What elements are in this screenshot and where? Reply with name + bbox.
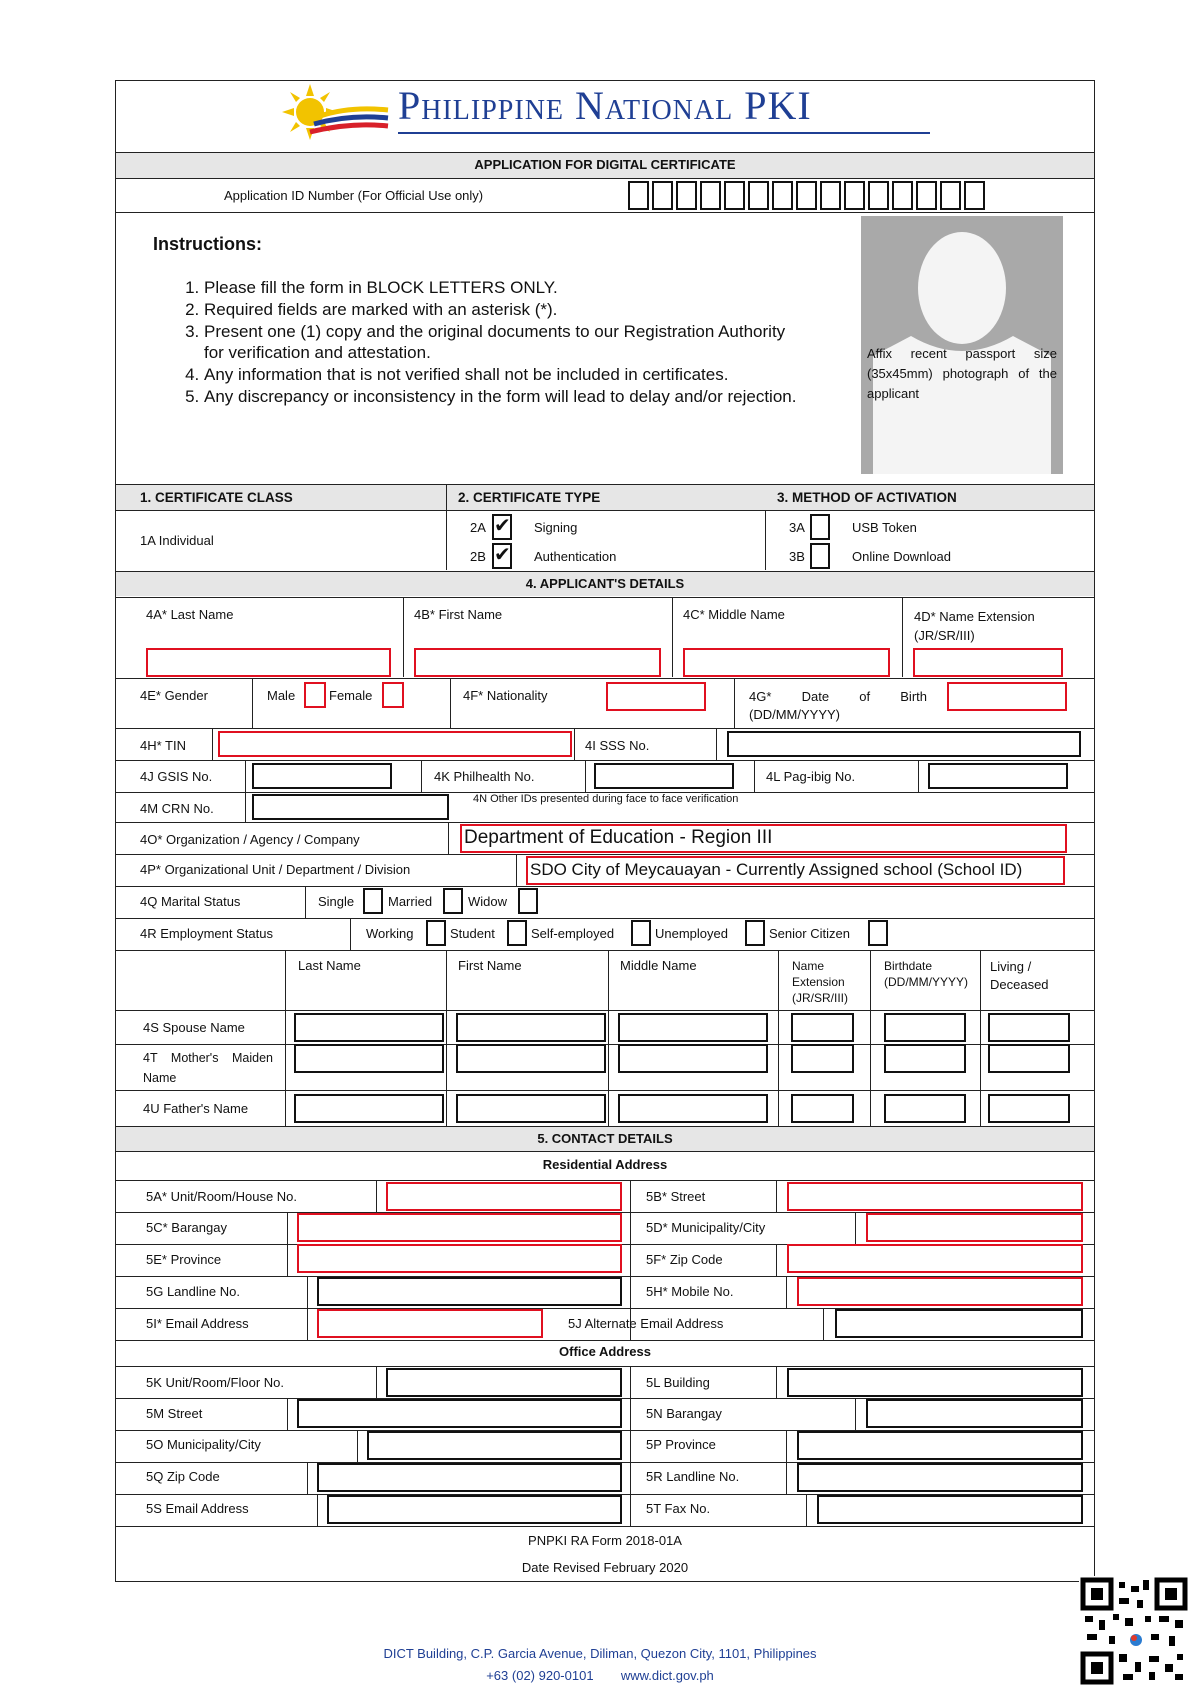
checkmark-icon: ✔ — [494, 515, 511, 537]
off-fax-label: 5T Fax No. — [646, 1501, 711, 1516]
off-building-input[interactable] — [787, 1368, 1083, 1397]
res-street-input[interactable] — [787, 1182, 1083, 1211]
instructions-list — [204, 277, 804, 408]
photo-placeholder[interactable] — [861, 216, 1063, 474]
sss-input[interactable] — [727, 731, 1081, 757]
section1-title: 1. CERTIFICATE CLASS — [140, 490, 293, 505]
photo-caption: Affix recent passport size (35x45mm) photograph of the applicant — [867, 346, 1057, 401]
first-name-label: 4B* First Name — [414, 607, 503, 622]
spouse-last-input[interactable] — [294, 1013, 444, 1042]
father-last-input[interactable] — [294, 1094, 444, 1123]
name-ext-input[interactable] — [913, 648, 1063, 677]
res-alt-email-input[interactable] — [835, 1309, 1083, 1338]
type-label: Authentication — [534, 549, 617, 564]
mother-last-input[interactable] — [294, 1044, 444, 1073]
dob-input[interactable] — [947, 682, 1067, 711]
sun-logo-icon — [280, 82, 390, 144]
footer-phone: +63 (02) 920-0101 — [486, 1668, 594, 1683]
instruction-item: 4. Any information that is not verified shall not be included in certificates. — [204, 364, 804, 385]
revised-date: Date Revised February 2020 — [521, 1560, 689, 1575]
col-living: Living / Deceased — [990, 959, 1049, 992]
self-employed-checkbox[interactable] — [631, 920, 651, 946]
method-label: Online Download — [852, 549, 952, 564]
type-label: Signing — [534, 520, 578, 535]
gsis-input[interactable] — [252, 763, 392, 789]
off-email-input[interactable] — [327, 1495, 622, 1524]
nationality-label: 4F* Nationality — [463, 688, 548, 703]
res-landline-input[interactable] — [317, 1277, 622, 1306]
off-landline-input[interactable] — [797, 1463, 1083, 1492]
res-barangay-input[interactable] — [297, 1213, 622, 1242]
class-option: 1A Individual — [140, 533, 214, 548]
off-building-label: 5L Building — [646, 1375, 710, 1390]
org-unit-label: 4P* Organizational Unit / Department / Division — [140, 862, 411, 877]
dob-label: 4G* Date of Birth (DD/MM/YYYY) — [749, 689, 927, 722]
col-last-name: Last Name — [298, 958, 361, 973]
title-underline — [398, 132, 930, 134]
off-street-label: 5M Street — [146, 1406, 203, 1421]
res-street-label: 5B* Street — [646, 1189, 706, 1204]
spouse-ext-input[interactable] — [791, 1013, 854, 1042]
instruction-item: 2. Required fields are marked with an asterisk (*). — [204, 299, 804, 320]
middle-name-input[interactable] — [683, 648, 890, 677]
res-alt-email-label: 5J Alternate Email Address — [568, 1316, 724, 1331]
method-code: 3B — [789, 549, 805, 564]
form-title: APPLICATION FOR DIGITAL CERTIFICATE — [116, 152, 1094, 178]
off-email-label: 5S Email Address — [146, 1501, 249, 1516]
gsis-label: 4J GSIS No. — [140, 769, 213, 784]
marital-status-label: 4Q Marital Status — [140, 894, 241, 909]
off-barangay-input[interactable] — [866, 1399, 1083, 1428]
philhealth-input[interactable] — [594, 763, 734, 789]
tin-input[interactable] — [218, 731, 572, 757]
father-ext-input[interactable] — [791, 1094, 854, 1123]
col-name-ext: Name Extension (JR/SR/III) — [792, 959, 848, 1005]
unemployed-label: Unemployed — [655, 926, 728, 941]
father-birthdate-input[interactable] — [884, 1094, 966, 1123]
instruction-item: 3. Present one (1) copy and the original documents to our Registration Authority for verification and attestation. — [204, 321, 804, 363]
col-middle-name: Middle Name — [620, 958, 697, 973]
last-name-input[interactable] — [146, 648, 391, 677]
section2-title: 2. CERTIFICATE TYPE — [458, 490, 601, 505]
res-barangay-label: 5C* Barangay — [146, 1220, 227, 1235]
off-unit-label: 5K Unit/Room/Floor No. — [146, 1375, 284, 1390]
mother-middle-input[interactable] — [618, 1044, 768, 1073]
online-download-checkbox[interactable] — [810, 543, 830, 569]
type-code: 2A — [470, 520, 486, 535]
gender-label: 4E* Gender — [140, 688, 208, 703]
name-ext-label: 4D* Name Extension (JR/SR/III) — [914, 609, 1035, 643]
footer-address: DICT Building, C.P. Garcia Avenue, Diliman, Quezon City, 1101, Philippines — [383, 1646, 817, 1661]
residential-title: Residential Address — [542, 1157, 668, 1172]
student-checkbox[interactable] — [507, 920, 527, 946]
off-zip-label: 5Q Zip Code — [146, 1469, 220, 1484]
res-unit-input[interactable] — [386, 1182, 622, 1211]
off-municipality-label: 5O Municipality/City — [146, 1437, 261, 1452]
office-title: Office Address — [559, 1344, 651, 1359]
last-name-label: 4A* Last Name — [146, 607, 234, 622]
employment-status-label: 4R Employment Status — [140, 926, 273, 941]
female-checkbox[interactable] — [382, 682, 404, 708]
off-province-label: 5P Province — [646, 1437, 716, 1452]
res-zip-input[interactable] — [787, 1244, 1083, 1273]
section5-title: 5. CONTACT DETAILS — [116, 1127, 1094, 1151]
mother-living-input[interactable] — [988, 1044, 1070, 1073]
married-checkbox[interactable] — [443, 888, 463, 914]
off-fax-input[interactable] — [817, 1495, 1083, 1524]
res-municipality-label: 5D* Municipality/City — [646, 1220, 766, 1235]
method-code: 3A — [789, 520, 805, 535]
tin-label: 4H* TIN — [140, 738, 186, 753]
col-first-name: First Name — [458, 958, 522, 973]
male-label: Male — [267, 688, 296, 703]
pagibig-input[interactable] — [928, 763, 1068, 789]
res-landline-label: 5G Landline No. — [146, 1284, 240, 1299]
org-unit-value: SDO City of Meycauayan - Currently Assigned school (School ID) — [530, 860, 1023, 879]
res-zip-label: 5F* Zip Code — [646, 1252, 723, 1267]
widow-label: Widow — [468, 894, 508, 909]
off-unit-input[interactable] — [386, 1368, 622, 1397]
off-landline-label: 5R Landline No. — [646, 1469, 740, 1484]
male-checkbox[interactable] — [304, 682, 326, 708]
off-zip-input[interactable] — [317, 1463, 622, 1492]
res-mobile-label: 5H* Mobile No. — [646, 1284, 734, 1299]
footer-contact — [0, 1668, 1200, 1683]
organization-value: Department of Education - Region III — [464, 827, 773, 848]
working-checkbox[interactable] — [426, 920, 446, 946]
res-email-label: 5I* Email Address — [146, 1316, 249, 1331]
working-label: Working — [366, 926, 414, 941]
other-ids-label: 4N Other IDs presented during face to face verification — [473, 793, 739, 805]
married-label: Married — [388, 894, 433, 909]
spouse-birthdate-input[interactable] — [884, 1013, 966, 1042]
res-municipality-input[interactable] — [866, 1213, 1083, 1242]
father-middle-input[interactable] — [618, 1094, 768, 1123]
student-label: Student — [450, 926, 495, 941]
checkmark-icon: ✔ — [494, 544, 511, 566]
father-label: 4U Father's Name — [143, 1101, 249, 1116]
method-label: USB Token — [852, 520, 917, 535]
res-mobile-input[interactable] — [797, 1277, 1083, 1306]
senior-citizen-checkbox[interactable] — [868, 920, 888, 946]
org-title: Philippine National PKI — [398, 83, 812, 128]
nationality-input[interactable] — [606, 682, 706, 711]
spouse-label: 4S Spouse Name — [143, 1020, 245, 1035]
sss-label: 4I SSS No. — [585, 738, 650, 753]
crn-input[interactable] — [252, 794, 449, 820]
app-id-label: Application ID Number (For Official Use only) — [224, 188, 484, 203]
instruction-item: 1. Please fill the form in BLOCK LETTERS ONLY. — [204, 277, 804, 298]
philhealth-label: 4K Philhealth No. — [434, 769, 535, 784]
res-unit-label: 5A* Unit/Room/House No. — [146, 1189, 298, 1204]
first-name-input[interactable] — [414, 648, 661, 677]
instructions-title: Instructions: — [153, 234, 263, 254]
mother-first-input[interactable] — [456, 1044, 606, 1073]
col-birthdate: Birthdate (DD/MM/YYYY) — [884, 959, 968, 989]
res-email-input[interactable] — [317, 1309, 543, 1338]
organization-label: 4O* Organization / Agency / Company — [140, 832, 360, 847]
instruction-item: 5. Any discrepancy or inconsistency in the form will lead to delay and/or rejection. — [204, 386, 804, 407]
off-street-input[interactable] — [297, 1399, 622, 1428]
single-label: Single — [318, 894, 355, 909]
middle-name-label: 4C* Middle Name — [683, 607, 785, 622]
pagibig-label: 4L Pag-ibig No. — [766, 769, 856, 784]
single-checkbox[interactable] — [363, 888, 383, 914]
father-first-input[interactable] — [456, 1094, 606, 1123]
form-code: PNPKI RA Form 2018-01A — [528, 1533, 682, 1548]
usb-token-checkbox[interactable] — [810, 514, 830, 540]
footer-website[interactable]: www.dict.gov.ph — [620, 1668, 714, 1683]
self-employed-label: Self-employed — [531, 926, 615, 941]
widow-checkbox[interactable] — [518, 888, 538, 914]
off-barangay-label: 5N Barangay — [646, 1406, 722, 1421]
res-province-input[interactable] — [297, 1244, 622, 1273]
mother-label: 4T Mother's Maiden Name — [143, 1051, 273, 1085]
crn-label: 4M CRN No. — [140, 801, 214, 816]
res-province-label: 5E* Province — [146, 1252, 222, 1267]
spouse-middle-input[interactable] — [618, 1013, 768, 1042]
off-municipality-input[interactable] — [367, 1431, 622, 1460]
unemployed-checkbox[interactable] — [745, 920, 765, 946]
spouse-first-input[interactable] — [456, 1013, 606, 1042]
section4-title: 4. APPLICANT'S DETAILS — [116, 572, 1094, 596]
mother-birthdate-input[interactable] — [884, 1044, 966, 1073]
father-living-input[interactable] — [988, 1094, 1070, 1123]
section3-title: 3. METHOD OF ACTIVATION — [777, 490, 957, 505]
spouse-living-input[interactable] — [988, 1013, 1070, 1042]
mother-ext-input[interactable] — [791, 1044, 854, 1073]
type-code: 2B — [470, 549, 486, 564]
senior-citizen-label: Senior Citizen — [769, 926, 850, 941]
female-label: Female — [329, 688, 373, 703]
off-province-input[interactable] — [797, 1431, 1083, 1460]
